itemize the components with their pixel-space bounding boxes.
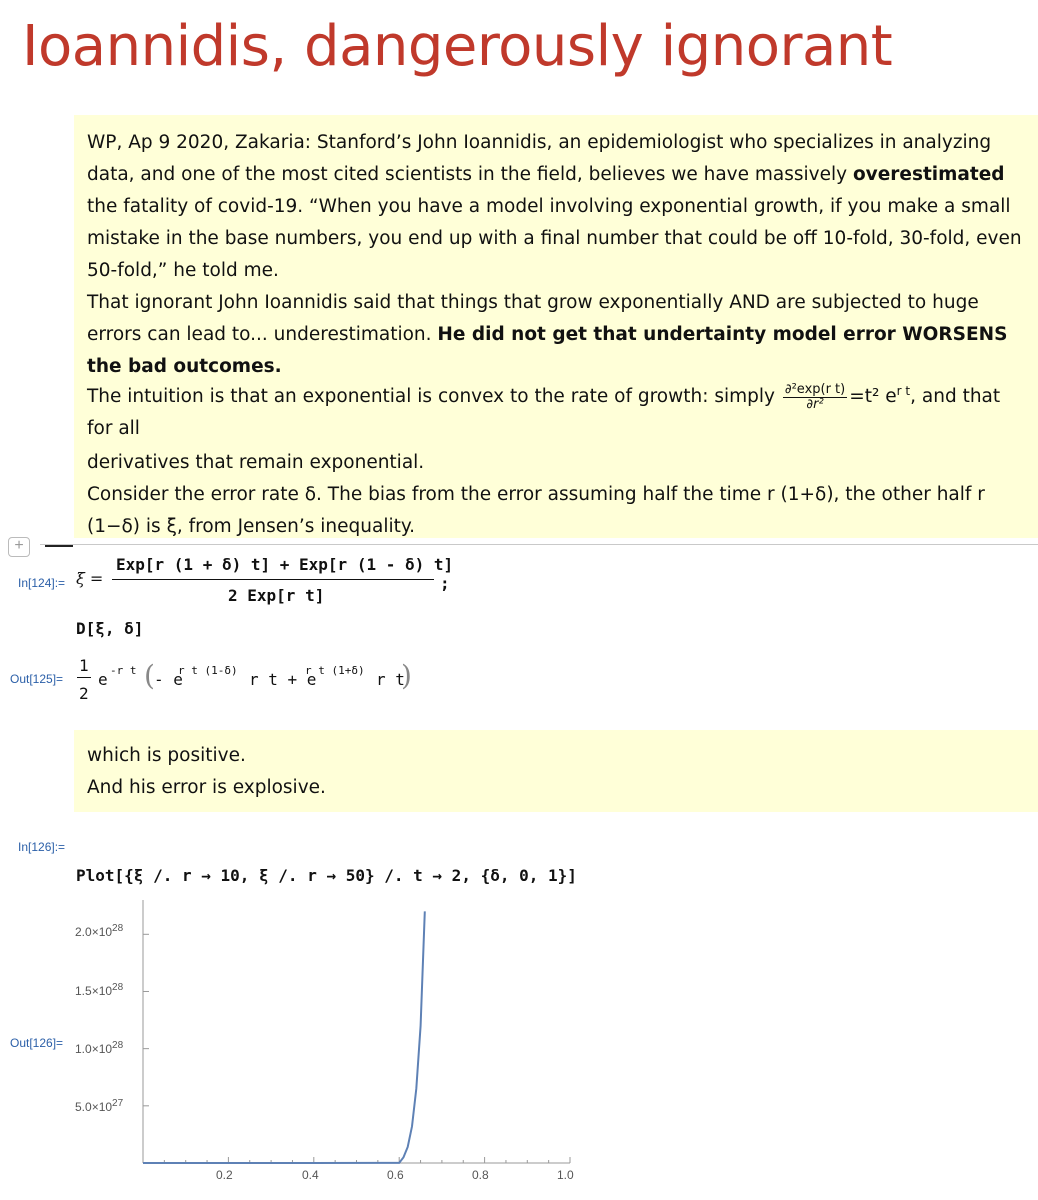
semicolon: ; xyxy=(440,574,450,593)
page-title: Ioannidis, dangerously ignorant xyxy=(22,14,893,79)
conclusion-line-1: which is positive. xyxy=(87,745,246,766)
term1: - e xyxy=(154,670,183,689)
cell-insertion-line xyxy=(40,544,1038,545)
text-cell-intro[interactable] xyxy=(74,115,1038,538)
half-numerator: 1 xyxy=(79,656,89,675)
half-denominator: 2 xyxy=(79,684,89,703)
xi-assignment[interactable]: ξ = xyxy=(76,569,104,588)
x-tick-label: 0.6 xyxy=(387,1168,404,1182)
y-tick-label: $5.0\times 10^{27}$ xyxy=(75,1098,124,1114)
paragraph-derivatives: derivatives that remain exponential. xyxy=(87,452,425,473)
tail-term: r t xyxy=(376,670,405,689)
input-label-126: In[126]:= xyxy=(18,840,66,854)
text-cell-conclusion[interactable] xyxy=(74,730,1038,812)
add-cell-button[interactable]: + xyxy=(8,537,30,557)
derivative-fraction: $\frac{\text{∂²exp(r t)}}{\text{∂r²}}$ xyxy=(784,381,846,412)
xi-numerator[interactable]: Exp[r (1 + δ) t] + Exp[r (1 - δ) t] xyxy=(116,555,454,574)
output-label-126: Out[126]= xyxy=(10,1036,64,1050)
cell-insertion-bar xyxy=(45,545,73,547)
y-tick-label: $2.0\times 10^{28}$ xyxy=(75,923,124,939)
x-tick-label: 0.2 xyxy=(216,1168,233,1182)
exp-e-1: e xyxy=(98,670,108,689)
y-tick-label: $1.5\times 10^{28}$ xyxy=(75,982,124,998)
output-label-125: Out[125]= xyxy=(10,672,64,686)
open-paren: ( xyxy=(144,659,155,692)
y-tick-label: $1.0\times 10^{28}$ xyxy=(75,1040,124,1056)
paragraph-critique: That ignorant John Ioannidis said that things that grow exponentially AND are subjected to huge errors can lead to... underestimation. He did not get that undertainty model error WORSENS the bad outcomes. xyxy=(87,292,1008,377)
paragraph-intuition: The intuition is that an exponential is convex to the rate of growth: simply $\frac{\text{∂²exp(r t)}}{\text{∂r²}}$ =t² $e^{r t}$, and that for all xyxy=(87,381,1001,440)
xi-denominator[interactable]: 2 Exp[r t] xyxy=(228,586,325,605)
conclusion-line-2: And his error is explosive. xyxy=(87,777,326,798)
input-label-124: In[124]:= xyxy=(18,576,66,590)
x-tick-label: 0.8 xyxy=(472,1168,489,1182)
fraction-bar xyxy=(112,579,434,580)
paragraph-quote: WP, Ap 9 2020, Zakaria: Stanford’s John Ioannidis, an epidemiologist who specializes in analyzing data, and one of the most cited scientists in the field, believes we have massively overestimated the fatality of covid-19. “When you have a model involving exponential growth, if you make a small mistake in the base numbers, you end up with a final number that could be off 10-fold, 30-fold, even 50-fold,” he told me. xyxy=(87,132,1022,281)
plot-input[interactable]: Plot[{ξ /. r → 10, ξ /. r → 50} /. t → 2, {δ, 0, 1}] xyxy=(76,866,577,885)
term2-sup: r t (1+δ) xyxy=(305,664,365,677)
mid-term: r t + e xyxy=(249,670,317,689)
x-tick-label: 1.0 xyxy=(557,1168,574,1182)
exp-e-1-sup: -r t xyxy=(110,664,137,677)
term1-sup: r t (1-δ) xyxy=(178,664,238,677)
series-line xyxy=(143,911,425,1163)
paragraph-error-rate: Consider the error rate δ. The bias from the error assuming half the time r (1+δ), the other half r (1−δ) is ξ, from Jensen’s inequality. xyxy=(87,484,985,537)
derivative-input[interactable]: D[ξ, δ] xyxy=(76,619,144,638)
x-tick-label: 0.4 xyxy=(302,1168,319,1182)
half-bar xyxy=(77,677,91,678)
close-paren: ) xyxy=(401,659,412,692)
axis-ticks xyxy=(143,934,570,1163)
